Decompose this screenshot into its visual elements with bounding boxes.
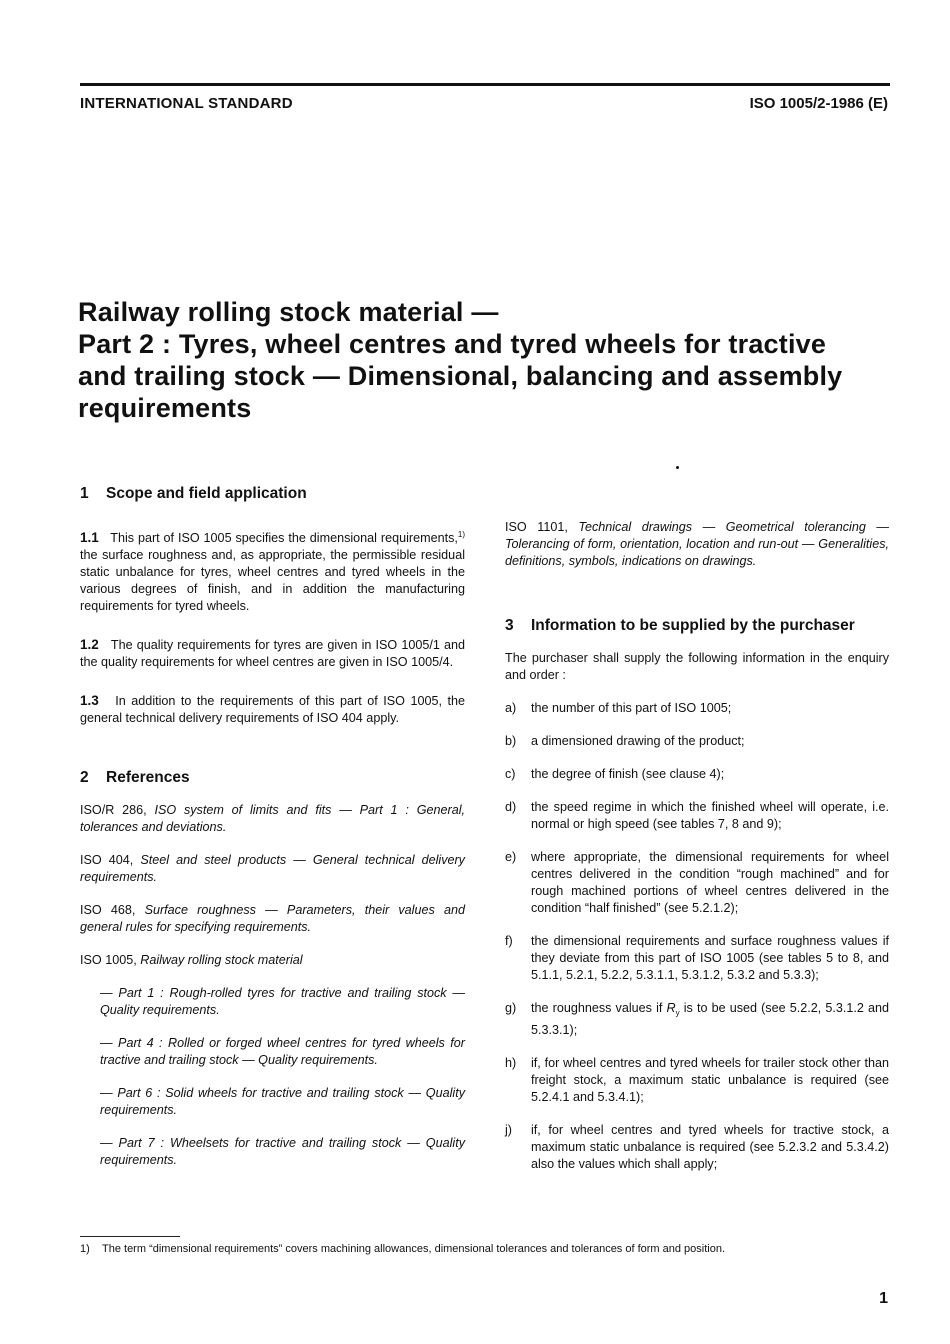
document-title	[78, 296, 898, 424]
page-number: 1	[879, 1290, 888, 1307]
reference-item: ISO 404, Steel and steel products — General technical delivery requirements.	[80, 853, 465, 885]
section-2-heading: 2 References	[80, 769, 190, 787]
title-line: Railway rolling stock material —	[78, 297, 499, 327]
reference-part: — Part 1 : Rough-rolled tyres for tractive and trailing stock — Quality requirements.	[100, 986, 465, 1018]
reference-item: ISO/R 286, ISO system of limits and fits — Part 1 : General, tolerances and deviations.	[80, 803, 465, 835]
footnote-rule	[80, 1236, 180, 1237]
section-1-heading: 1 Scope and field application	[80, 485, 307, 502]
reference-item: ISO 1101, Technical drawings — Geometrical tolerancing — Tolerancing of form, orientation, location and run-out — Generalities, definitions, symbols, indications on drawings.	[505, 520, 890, 568]
section-3-intro: The purchaser shall supply the following information in the enquiry and order :	[505, 651, 889, 682]
title-line: requirements	[78, 393, 252, 423]
left-column	[80, 484, 465, 1169]
list-item: j) if, for wheel centres and tyred wheels for tractive stock, a maximum static unbalance is required (see 5.2.3.2 and 5.3.4.2) also the values which shall apply;	[505, 1122, 889, 1171]
standard-number: ISO 1005/2-1986 (E)	[749, 95, 888, 112]
list-item: h) if, for wheel centres and tyred wheels for trailer stock other than freight stock, a maximum static unbalance is required (see 5.2.4.1 and 5.3.4.1);	[505, 1055, 889, 1104]
list-item: c) the degree of finish (see clause 4);	[505, 767, 725, 781]
header-rule	[80, 83, 890, 86]
list-item: d) the speed regime in which the finished wheel will operate, i.e. normal or high speed (see tables 7, 8 and 9);	[505, 800, 889, 831]
right-column	[505, 519, 889, 1173]
section-3-heading: 3 Information to be supplied by the purchaser	[505, 617, 855, 634]
title-line: and trailing stock — Dimensional, balancing and assembly	[78, 361, 843, 391]
reference-item: ISO 1005, Railway rolling stock material	[80, 953, 303, 968]
reference-part: — Part 6 : Solid wheels for tractive and trailing stock — Quality requirements.	[100, 1086, 465, 1118]
document-type: INTERNATIONAL STANDARD	[80, 95, 293, 112]
clause-1-1: 1.1 This part of ISO 1005 specifies the dimensional requirements,$^{1)}$ the surface roughness and, as appropriate, the permissible residual static unbalance for tyres, wheel centres and tyred wheels in the various degrees of finish, and in addition the manufacturing requirements for tyred wheels.	[80, 530, 465, 614]
reference-part: — Part 4 : Rolled or forged wheel centres for tyred wheels for tractive and trailing stock — Quality requirements.	[100, 1036, 465, 1068]
list-item: g) the roughness values if $R_y$ is to be used (see 5.2.2, 5.3.1.2 and 5.3.3.1);	[505, 1001, 889, 1037]
list-item: f) the dimensional requirements and surface roughness values if they deviate from this part of ISO 1005 (see tables 5 to 8, and 5.1.1, 5.2.1, 5.2.2, 5.3.1.1, 5.3.1.2, 5.3.2 and 5.3.3);	[505, 934, 889, 982]
list-item: a) the number of this part of ISO 1005;	[505, 701, 732, 715]
speck-mark	[676, 466, 679, 469]
clause-1-2: 1.2 The quality requirements for tyres are given in ISO 1005/1 and the quality requirements for wheel centres are given in ISO 1005/4.	[80, 637, 465, 670]
title-line: Part 2 : Tyres, wheel centres and tyred wheels for tractive	[78, 329, 827, 359]
list-item: e) where appropriate, the dimensional requirements for wheel centres delivered in the condition “rough machined” and for rough machined portions of wheel centres delivered in the condition “half finished” (see 5.2.1.2);	[505, 850, 889, 915]
reference-item: ISO 468, Surface roughness — Parameters, their values and general rules for specifying requirements.	[80, 903, 465, 935]
list-item: b) a dimensioned drawing of the product;	[505, 734, 745, 748]
footnote: 1) The term “dimensional requirements” covers machining allowances, dimensional tolerances and tolerances of form and position.	[80, 1243, 726, 1255]
reference-part: — Part 7 : Wheelsets for tractive and trailing stock — Quality requirements.	[100, 1136, 465, 1168]
clause-1-3: 1.3 In addition to the requirements of this part of ISO 1005, the general technical delivery requirements of ISO 404 apply.	[80, 693, 465, 726]
